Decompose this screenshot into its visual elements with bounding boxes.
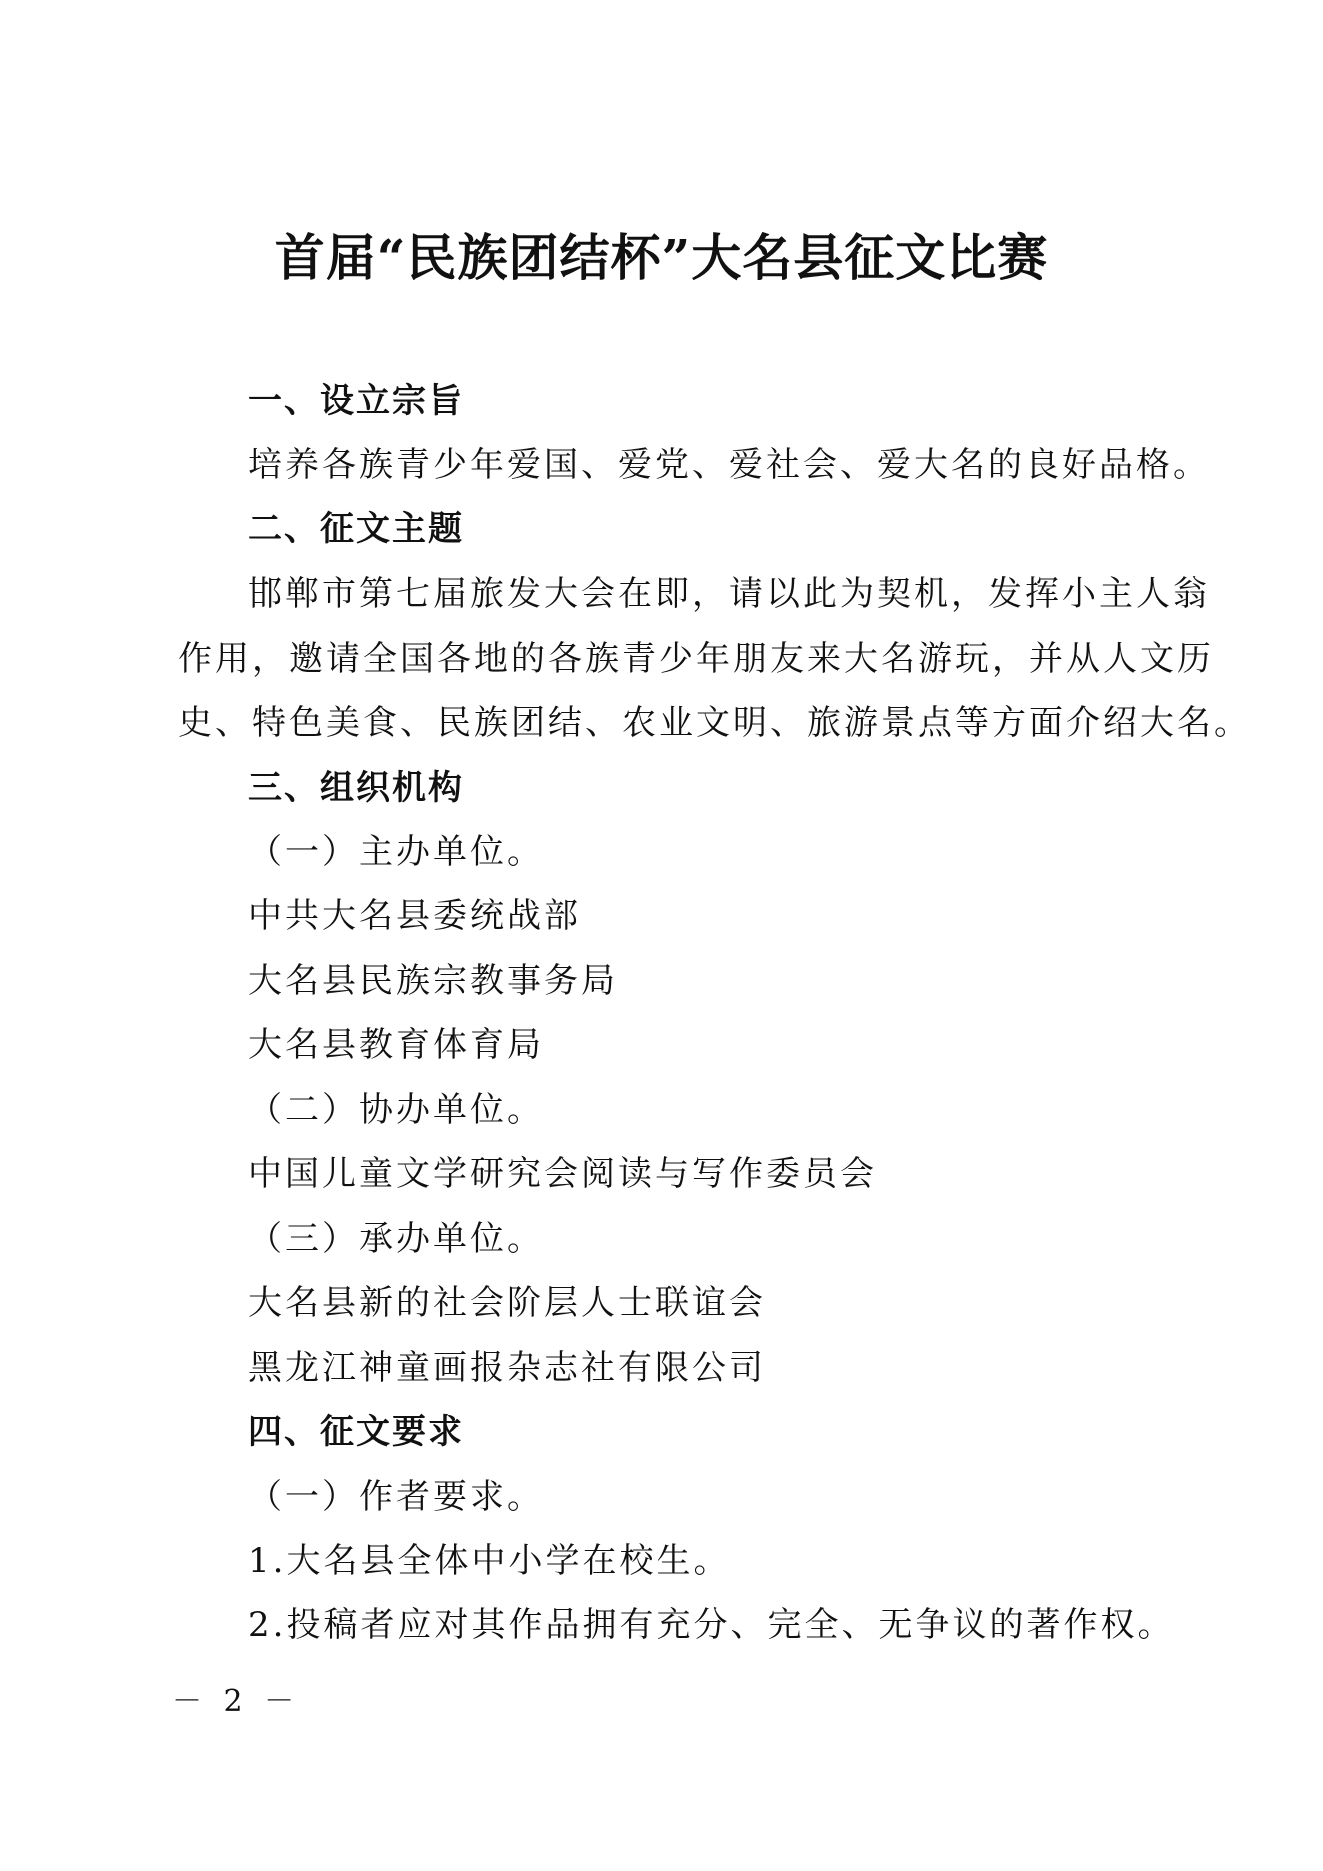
organizer-item: 大名县教育体育局 bbox=[248, 1025, 544, 1065]
co-organizer-subheading: （二）协办单位。 bbox=[248, 1090, 544, 1130]
organizer-item: 中共大名县委统战部 bbox=[248, 896, 581, 936]
co-organizer-item: 中国儿童文学研究会阅读与写作委员会 bbox=[248, 1154, 877, 1194]
page-number: － 2 － bbox=[172, 1684, 301, 1719]
organizer-item: 大名县民族宗教事务局 bbox=[248, 961, 618, 1001]
section-heading-organization: 三、组织机构 bbox=[248, 768, 464, 808]
theme-paragraph-line-1: 邯郸市第七届旅发大会在即，请以此为契机，发挥小主人翁 bbox=[248, 574, 1210, 614]
requirement-item-1: 1.大名县全体中小学在校生。 bbox=[248, 1541, 731, 1581]
document-title: 首届“民族团结杯”大名县征文比赛 bbox=[274, 228, 1049, 287]
requirement-item-2: 2.投稿者应对其作品拥有充分、完全、无争议的著作权。 bbox=[248, 1605, 1175, 1645]
theme-paragraph-line-3: 史、特色美食、民族团结、农业文明、旅游景点等方面介绍大名。 bbox=[178, 703, 1251, 743]
author-requirements-subheading: （一）作者要求。 bbox=[248, 1477, 544, 1517]
undertaker-subheading: （三）承办单位。 bbox=[248, 1219, 544, 1259]
section-heading-purpose: 一、设立宗旨 bbox=[248, 381, 464, 421]
undertaker-item: 大名县新的社会阶层人士联谊会 bbox=[248, 1283, 766, 1323]
section-heading-requirements: 四、征文要求 bbox=[248, 1412, 464, 1452]
section-heading-theme: 二、征文主题 bbox=[248, 509, 464, 549]
organizer-subheading: （一）主办单位。 bbox=[248, 832, 544, 872]
purpose-paragraph: 培养各族青少年爱国、爱党、爱社会、爱大名的良好品格。 bbox=[248, 445, 1210, 485]
undertaker-item: 黑龙江神童画报杂志社有限公司 bbox=[248, 1348, 766, 1388]
theme-paragraph-line-2: 作用，邀请全国各地的各族青少年朋友来大名游玩，并从人文历 bbox=[178, 639, 1214, 679]
